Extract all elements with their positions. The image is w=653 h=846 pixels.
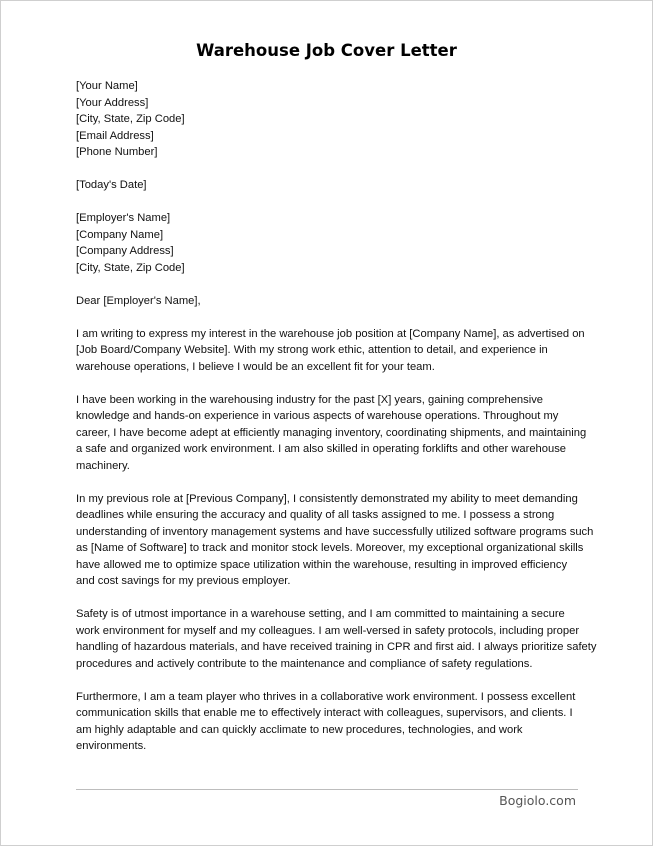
paragraph-line: warehouse operations, I believe I would be an excellent fit for your team.: [76, 360, 435, 373]
footer-brand: Bogiolo.com: [499, 793, 576, 808]
paragraph-line: and cost savings for my previous employer.: [76, 575, 291, 587]
recipient-name: [Employer's Name]: [76, 212, 171, 224]
recipient-address: [Company Address]: [76, 245, 174, 257]
sender-address: [Your Address]: [76, 96, 149, 109]
recipient-city-state-zip: [City, State, Zip Code]: [76, 261, 185, 274]
paragraph-line: I am writing to express my interest in the warehouse job position at [Company Name], as advertised on: [76, 327, 585, 340]
paragraph-line: machinery.: [76, 459, 130, 472]
paragraph-line: communication skills that enable me to effectively interact with colleagues, supervisors, and clients. I: [76, 707, 573, 719]
paragraph-line: a safe and organized work environment. I am also skilled in operating forklifts and other warehouse: [76, 443, 567, 455]
document-title: Warehouse Job Cover Letter: [196, 41, 457, 60]
paragraph-line: procedures and actively contribute to the maintenance and compliance of safety regulations.: [76, 657, 533, 670]
paragraph-line: environments.: [76, 740, 147, 752]
paragraph-line: work environment for myself and my colleagues. I am well-versed in safety protocols, including proper: [76, 624, 580, 637]
footer-divider: [76, 789, 578, 790]
sender-phone: [Phone Number]: [76, 146, 158, 158]
letter-body: [76, 78, 597, 755]
paragraph-line: have allowed me to optimize space utilization within the warehouse, resulting in improved efficiency: [76, 558, 568, 571]
paragraph-line: In my previous role at [Previous Company], I consistently demonstrated my ability to meet demanding: [76, 492, 578, 505]
paragraph-line: handling of hazardous materials, and have received training in CPR and first aid. I always prioritize safety: [76, 641, 597, 653]
paragraph-3: [76, 491, 594, 590]
recipient-company: [Company Name]: [76, 228, 164, 241]
paragraph-line: deadlines while ensuring the accuracy and quality of all tasks assigned to me. I possess a strong: [76, 509, 555, 521]
letter-date: [Today's Date]: [76, 179, 147, 191]
paragraph-line: Safety is of utmost importance in a warehouse setting, and I am committed to maintaining a secure: [76, 608, 565, 620]
paragraph-line: am highly adaptable and can quickly acclimate to new procedures, technologies, and work: [76, 723, 523, 736]
paragraph-line: understanding of inventory management systems and have successfully utilized software programs such: [76, 525, 594, 538]
paragraph-5: [76, 689, 586, 755]
paragraph-1: [76, 326, 586, 376]
salutation: Dear [Employer's Name],: [76, 294, 201, 307]
sender-city-state-zip: [City, State, Zip Code]: [76, 113, 185, 125]
paragraph-4: [76, 606, 597, 672]
sender-name: [Your Name]: [76, 80, 138, 92]
paragraph-2: [76, 392, 586, 475]
sender-block: [76, 78, 586, 161]
sender-email: [Email Address]: [76, 129, 154, 142]
paragraph-line: as [Name of Software] to track and monitor stock levels. Moreover, my exceptional organizational skills: [76, 542, 584, 554]
paragraph-line: knowledge and hands-on experience in various aspects of warehouse operations. Throughout my: [76, 410, 559, 422]
recipient-block: [76, 210, 586, 276]
paragraph-line: I have been working in the warehousing industry for the past [X] years, gaining comprehensive: [76, 393, 544, 406]
paragraph-line: Furthermore, I am a team player who thrives in a collaborative work environment. I possess excellent: [76, 690, 576, 703]
paragraph-line: career, I have become adept at efficiently managing inventory, coordinating shipments, and maintaining: [76, 426, 587, 439]
paragraph-line: [Job Board/Company Website]. With my strong work ethic, attention to detail, and experience in: [76, 344, 548, 356]
